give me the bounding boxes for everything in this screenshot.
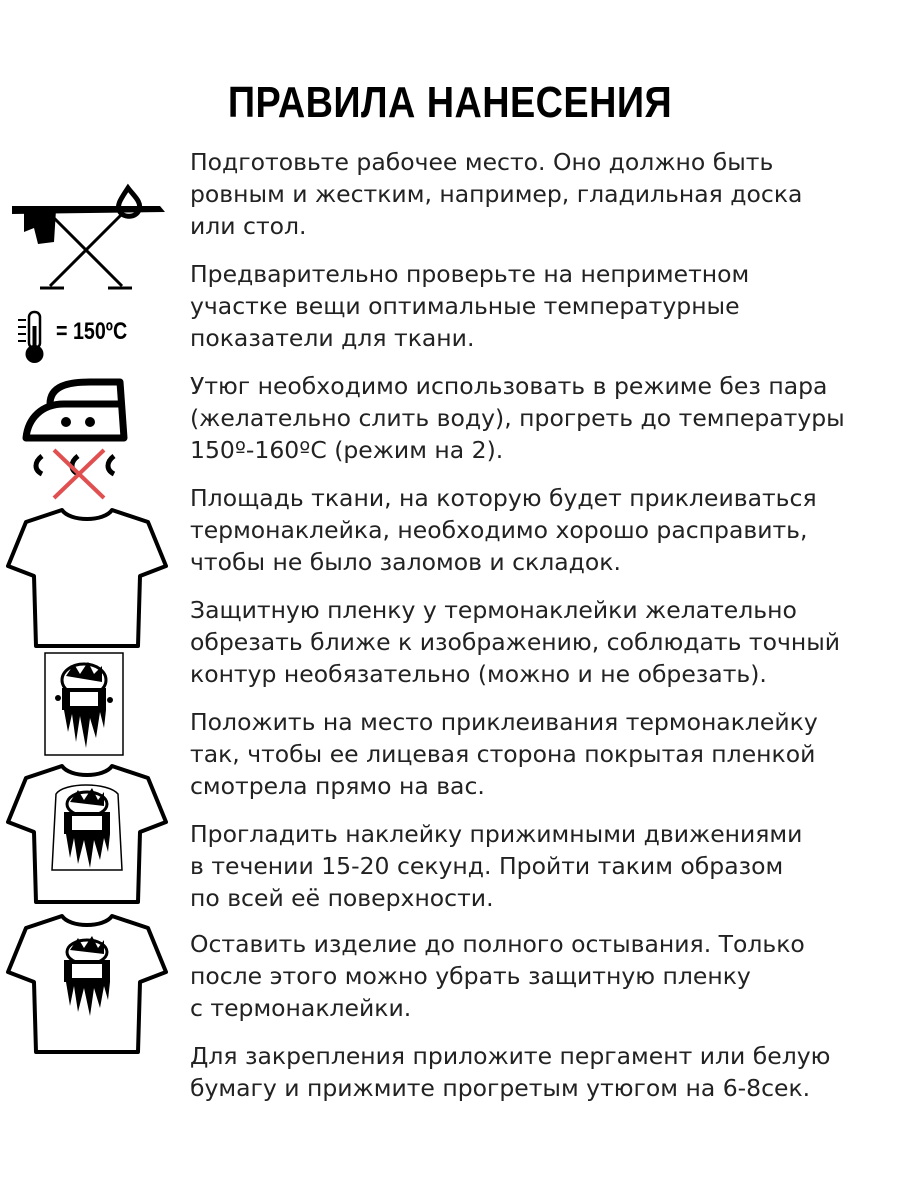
tshirt-blank-icon (4, 504, 170, 654)
step-3-line: Утюг необходимо использовать в режиме без пара (190, 372, 828, 400)
step-8 (190, 928, 890, 1024)
step-1 (190, 146, 890, 242)
step-5-line: Защитную пленку у термонаклейки желательно (190, 596, 797, 624)
step-8-line: Оставить изделие до полного остывания. Только (190, 930, 805, 958)
step-1-line: Подготовьте рабочее место. Оно должно быть (190, 148, 774, 176)
step-7-line: Прогладить наклейку прижимными движениями (190, 820, 803, 848)
step-9-line: Для закрепления приложите пергамент или белую (190, 1042, 831, 1070)
step-7-line: в течении 15-20 секунд. Пройти таким образом (190, 852, 784, 880)
step-4-line: чтобы не было заломов и складок. (190, 548, 621, 576)
step-1-line: ровным и жестким, например, гладильная доска (190, 180, 803, 208)
step-5 (190, 594, 890, 690)
page-title: ПРАВИЛА НАНЕСЕНИЯ (227, 78, 673, 127)
ironing-board-icon (10, 170, 170, 300)
step-9 (190, 1040, 890, 1104)
step-2-line: Предварительно проверьте на неприметном (190, 260, 750, 288)
tshirt-with-print-icon (4, 910, 170, 1060)
step-2-line: показатели для ткани. (190, 324, 475, 352)
step-8-line: с термонаклейки. (190, 994, 412, 1022)
step-6-line: смотрела прямо на вас. (190, 772, 485, 800)
step-6-line: Положить на место приклеивания термонаклейку (190, 708, 818, 736)
step-4-line: Площадь ткани, на которую будет приклеиваться (190, 484, 817, 512)
step-4-line: термонаклейка, необходимо хорошо расправить, (190, 516, 808, 544)
step-7-line: по всей её поверхности. (190, 884, 494, 912)
iron-no-steam-icon (20, 376, 140, 500)
step-5-line: обрезать ближе к изображению, соблюдать точный (190, 628, 841, 656)
thermometer-icon (16, 310, 52, 366)
step-1-line: или стол. (190, 212, 307, 240)
temperature-label: = 150ºC (56, 318, 128, 345)
step-9-line: бумагу и прижмите прогретым утюгом на 6-8сек. (190, 1074, 811, 1102)
tshirt-with-sticker-icon (4, 760, 170, 910)
step-6-line: так, чтобы ее лицевая сторона покрытая пленкой (190, 740, 816, 768)
step-6 (190, 706, 890, 802)
step-3-line: (желательно слить воду), прогреть до температуры (190, 404, 845, 432)
step-3 (190, 370, 890, 466)
step-3-line: 150º-160ºC (режим на 2). (190, 436, 504, 464)
step-5-line: контур необязательно (можно и не обрезать). (190, 660, 767, 688)
step-2 (190, 258, 890, 354)
sticker-print-icon (44, 652, 124, 756)
step-4 (190, 482, 890, 578)
step-2-line: участке вещи оптимальные температурные (190, 292, 740, 320)
step-7 (190, 818, 890, 914)
step-8-line: после этого можно убрать защитную пленку (190, 962, 751, 990)
